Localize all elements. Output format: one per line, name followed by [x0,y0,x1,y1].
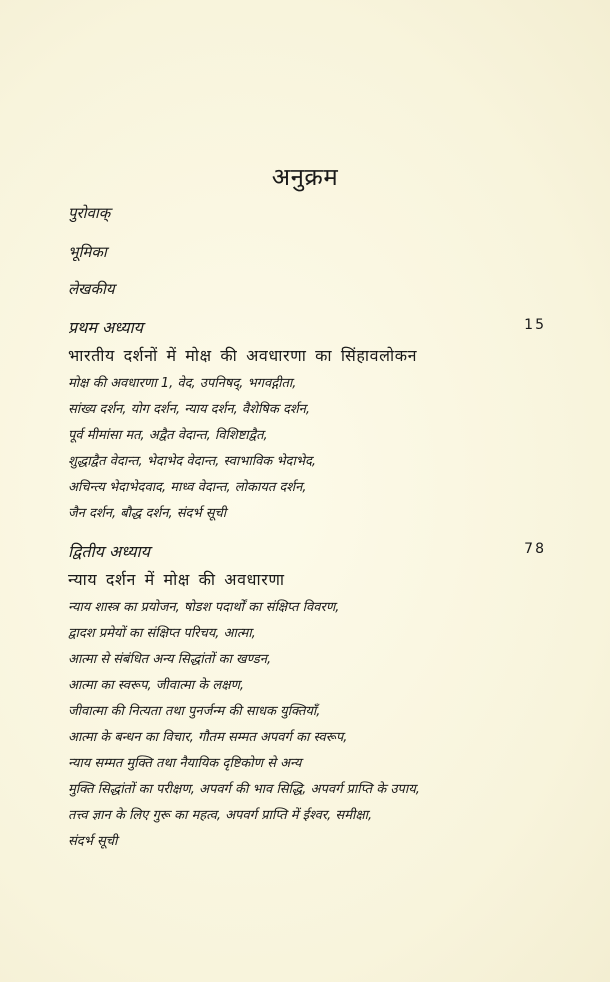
chapter-2-heading [68,540,546,562]
chapter-1-title: भारतीय दर्शनों में मोक्ष की अवधारणा का सिंहावलोकन [68,346,418,365]
chapter-1-topic-line: सांख्य दर्शन, योग दर्शन, न्याय दर्शन, वैशेषिक दर्शन, [68,402,311,417]
chapter-2-topic-line: आत्मा का स्वरूप, जीवात्मा के लक्षण, [68,678,245,693]
chapter-1-topic-line: मोक्ष की अवधारणा 1, वेद, उपनिषद्, भगवद्गीता, [68,376,297,391]
chapter-2-topic-line: जीवात्मा की नित्यता तथा पुनर्जन्म की साधक युक्तियाँ, [68,704,321,719]
chapter-1-topic-line: जैन दर्शन, बौद्ध दर्शन, संदर्भ सूची [68,506,227,521]
chapter-1-topic-line: अचिन्त्य भेदाभेदवाद, माध्व वेदान्त, लोकायत दर्शन, [68,480,307,495]
chapter-1-topic-line: पूर्व मीमांसा मत, अद्वैत वेदान्त, विशिष्टाद्वैत, [68,428,268,443]
chapter-2-topic-line: न्याय शास्त्र का प्रयोजन, षोडश पदार्थों का संक्षिप्त विवरण, [68,600,340,615]
chapter-2-topic-line: तत्त्व ज्ञान के लिए गुरू का महत्व, अपवर्ग प्राप्ति में ईश्वर, समीक्षा, [68,808,373,823]
chapter-2-page-number: 78 [524,541,546,557]
chapter-2-title: न्याय दर्शन में मोक्ष की अवधारणा [68,570,285,589]
chapter-2-topic-line: आत्मा के बन्धन का विचार, गौतम सम्मत अपवर्ग का स्वरूप, [68,730,348,745]
toc-item-bhumika: भूमिका [68,243,107,261]
chapter-2-topic-line: न्याय सम्मत मुक्ति तथा नैयायिक दृष्टिकोण से अन्य [68,756,302,771]
chapter-2-topic-line: द्वादश प्रमेयों का संक्षिप्त परिचय, आत्मा, [68,626,256,641]
toc-item-purovak: पुरोवाक् [68,204,111,222]
chapter-1-topic-line: शुद्धाद्वैत वेदान्त, भेदाभेद वेदान्त, स्वाभाविक भेदाभेद, [68,454,317,469]
chapter-2-topic-line: संदर्भ सूची [68,834,118,849]
chapter-2-label: द्वितीय अध्याय [68,542,150,561]
page-title: अनुक्रम [271,163,339,191]
chapter-2-topic-line: मुक्ति सिद्धांतों का परीक्षण, अपवर्ग की भाव सिद्धि, अपवर्ग प्राप्ति के उपाय, [68,782,420,797]
chapter-1-label: प्रथम अध्याय [68,318,143,337]
chapter-2-topic-line: आत्मा से संबंधित अन्य सिद्धांतों का खण्डन, [68,652,272,667]
toc-item-lekhakiya: लेखकीय [68,280,115,298]
chapter-1-heading [68,316,546,338]
chapter-1-page-number: 15 [524,317,546,333]
